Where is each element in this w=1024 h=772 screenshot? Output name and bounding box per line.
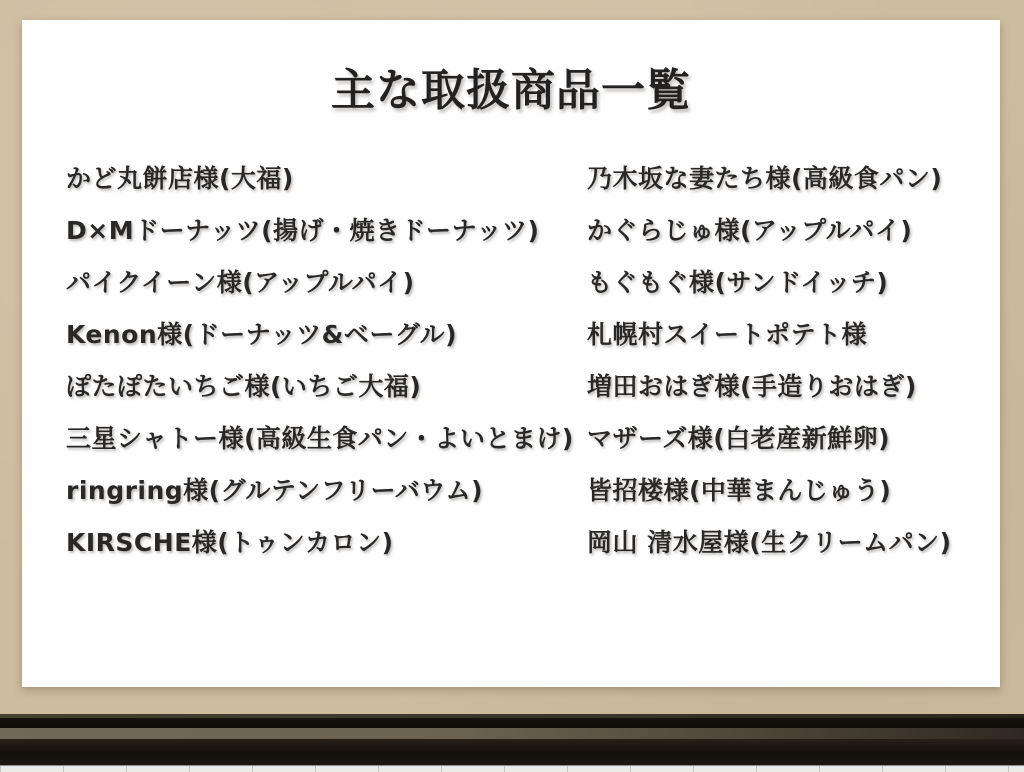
product-item: もぐもぐ様(サンドイッチ) bbox=[587, 268, 889, 297]
table-edge-shadow-band bbox=[0, 739, 1024, 765]
product-item: KIRSCHE様(トゥンカロン) bbox=[66, 528, 394, 557]
product-list-right bbox=[587, 151, 952, 567]
product-item: Kenon様(ドーナッツ&ベーグル) bbox=[66, 320, 458, 349]
product-item: D×Mドーナッツ(揚げ・焼きドーナッツ) bbox=[66, 216, 540, 245]
slide-card bbox=[22, 20, 1000, 687]
product-item: 三星シャトー様(高級生食パン・よいとまけ) bbox=[66, 424, 574, 453]
product-item: 乃木坂な妻たち様(高級食パン) bbox=[587, 164, 943, 193]
table-edge-olive-band bbox=[0, 728, 1024, 739]
product-item: 岡山 清水屋様(生クリームパン) bbox=[587, 528, 952, 557]
product-item: ringring様(グルテンフリーバウム) bbox=[66, 476, 484, 505]
product-item: パイクイーン様(アップルパイ) bbox=[66, 268, 415, 297]
product-item: 札幌村スイートポテト様 bbox=[587, 320, 868, 349]
slide-title: 主な取扱商品一覧 bbox=[331, 65, 691, 116]
product-item: マザーズ様(白老産新鮮卵) bbox=[587, 424, 891, 453]
product-item: 皆招楼様(中華まんじゅう) bbox=[587, 476, 892, 505]
product-list-left bbox=[66, 151, 587, 567]
product-columns bbox=[66, 151, 990, 567]
spreadsheet-cells-strip bbox=[0, 765, 1024, 772]
product-item: ぽたぽたいちご様(いちご大福) bbox=[66, 372, 422, 401]
product-item: かど丸餅店様(大福) bbox=[66, 164, 294, 193]
product-item: かぐらじゅ様(アップルパイ) bbox=[587, 216, 913, 245]
table-edge bbox=[0, 714, 1024, 765]
product-item: 増田おはぎ様(手造りおはぎ) bbox=[587, 372, 917, 401]
table-edge-dark-band bbox=[0, 718, 1024, 728]
